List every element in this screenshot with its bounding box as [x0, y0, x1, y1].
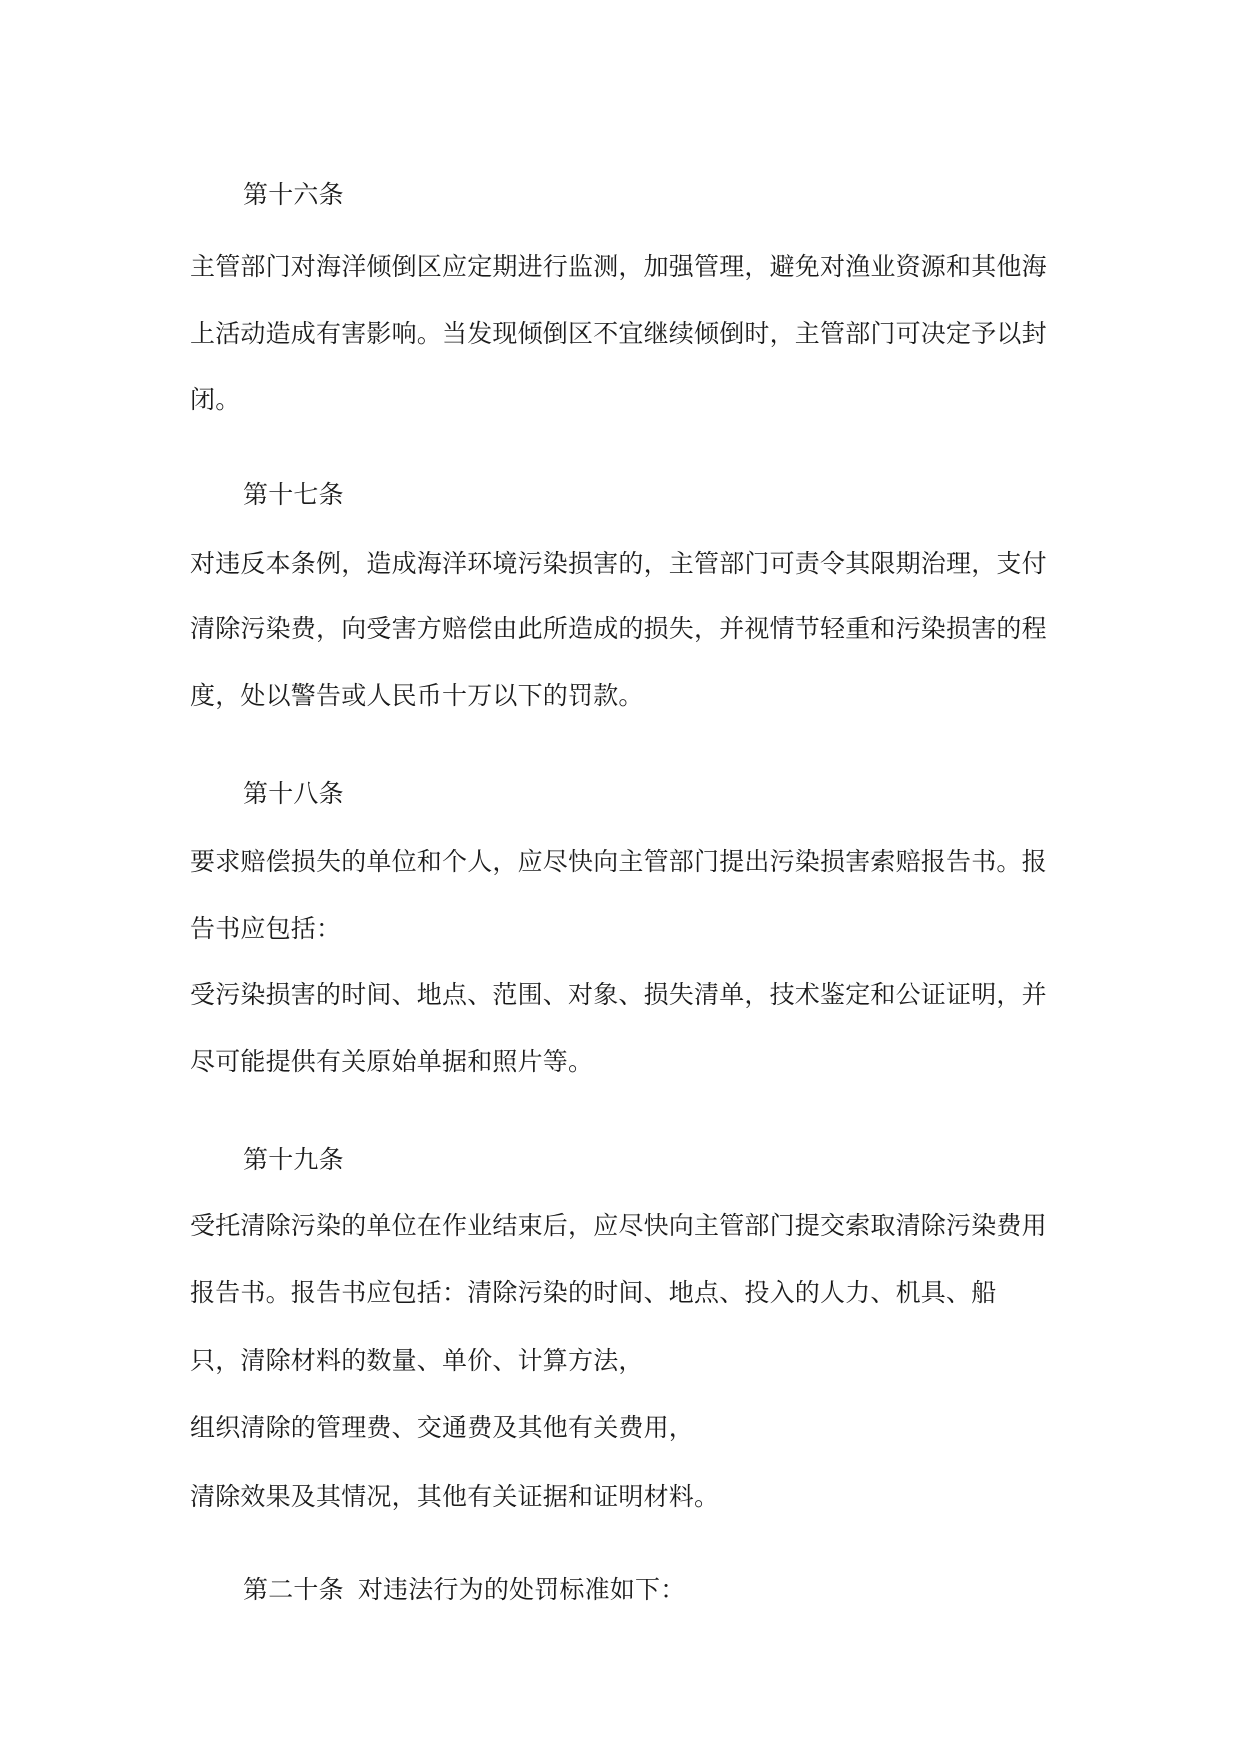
- article-line: 只，清除材料的数量、单价、计算方法，: [190, 1346, 644, 1375]
- article-line: 清除效果及其情况，其他有关证据和证明材料。: [190, 1482, 720, 1511]
- article-line: 闭。: [190, 385, 241, 414]
- article-line: 告书应包括：: [190, 914, 342, 943]
- article-line: 组织清除的管理费、交通费及其他有关费用，: [190, 1413, 695, 1442]
- article-line: 上活动造成有害影响。当发现倾倒区不宜继续倾倒时，主管部门可决定予以封: [190, 319, 1047, 348]
- article-line: 度，处以警告或人民币十万以下的罚款。: [190, 681, 644, 710]
- article-heading: 第十八条: [243, 779, 344, 808]
- article-line: 受托清除污染的单位在作业结束后，应尽快向主管部门提交索取清除污染费用: [190, 1211, 1047, 1240]
- article-line: 清除污染费，向受害方赔偿由此所造成的损失，并视情节轻重和污染损害的程: [190, 614, 1047, 643]
- article-heading: 第十六条: [243, 180, 344, 209]
- article-line: 报告书。报告书应包括：清除污染的时间、地点、投入的人力、机具、船: [190, 1278, 997, 1307]
- article-line: 主管部门对海洋倾倒区应定期进行监测，加强管理，避免对渔业资源和其他海: [190, 252, 1047, 281]
- article-line: 受污染损害的时间、地点、范围、对象、损失清单，技术鉴定和公证证明，并: [190, 980, 1047, 1009]
- article-heading-text: 对违法行为的处罚标准如下：: [357, 1575, 686, 1604]
- article-line: 尽可能提供有关原始单据和照片等。: [190, 1047, 594, 1076]
- article-heading-row: [243, 1576, 685, 1604]
- article-line: 对违反本条例，造成海洋环境污染损害的，主管部门可责令其限期治理，支付: [190, 549, 1047, 578]
- article-heading: 第十九条: [243, 1145, 344, 1174]
- article-heading: 第十七条: [243, 480, 344, 509]
- article-line: 要求赔偿损失的单位和个人，应尽快向主管部门提出污染损害索赔报告书。报: [190, 847, 1047, 876]
- article-heading: 第二十条: [243, 1575, 344, 1604]
